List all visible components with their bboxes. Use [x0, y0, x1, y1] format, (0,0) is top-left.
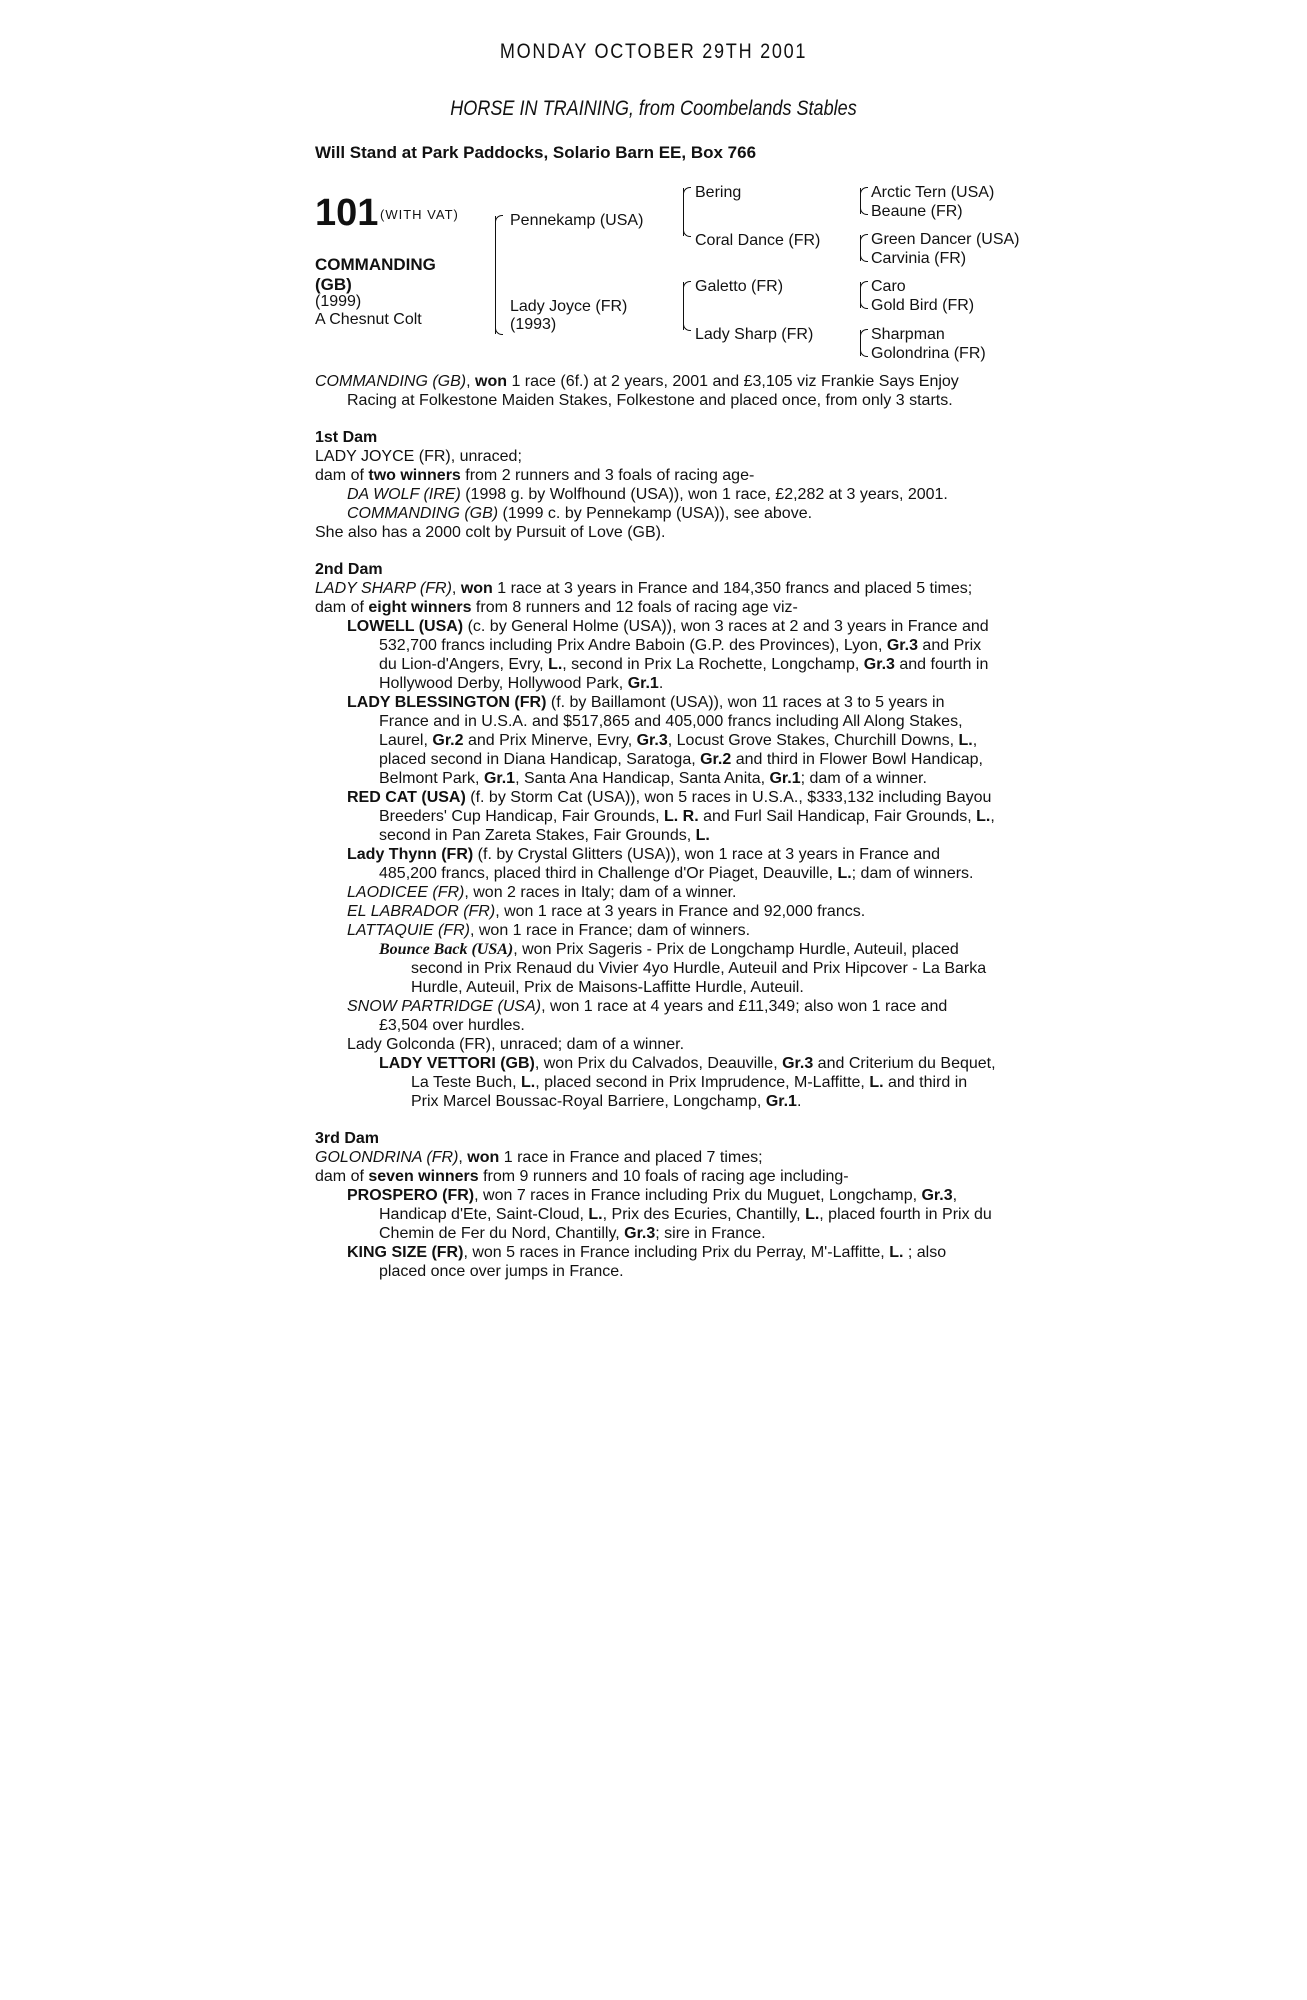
- won-label: won: [460, 580, 493, 597]
- progeny-text: , won 2 races in Italy; dam of a winner.: [464, 884, 737, 901]
- progeny-text: , Handicap d'Ete, Saint-Cloud,: [379, 1187, 958, 1223]
- winners-count: two winners: [368, 467, 461, 484]
- first-dam-title: 1st Dam: [315, 429, 378, 446]
- second-dam-produce: [315, 598, 997, 617]
- grade: Gr.2: [700, 751, 732, 768]
- ggp-7: Sharpman: [871, 326, 945, 343]
- winners-count: eight winners: [368, 599, 472, 616]
- second-dam-title: 2nd Dam: [315, 561, 383, 578]
- won-label: won: [467, 1149, 500, 1166]
- grade: L.: [695, 827, 710, 844]
- progeny-name: LATTAQUIE (FR): [347, 922, 470, 939]
- won-label: won: [475, 373, 507, 390]
- progeny-text: (f. by Storm Cat (USA)), won 5 races in U.S.A., $333,132 including Bayou Breeders' Cup Handicap, Fair Grounds,: [379, 789, 992, 825]
- produce-text: from 8 runners and 12 foals of racing age viz-: [471, 599, 798, 616]
- progeny-text: and fourth in Hollywood Derby, Hollywood Park,: [379, 656, 989, 692]
- progeny-text: and Criterium du Bequet, La Teste Buch,: [411, 1055, 996, 1091]
- produce-text: from 2 runners and 3 foals of racing age-: [460, 467, 755, 484]
- grade: L.: [837, 865, 852, 882]
- pedigree-brace: [495, 216, 496, 334]
- progeny-text: , placed fourth in Prix du Chemin de Fer du Nord, Chantilly,: [379, 1206, 992, 1242]
- third-dam-produce: [315, 1167, 997, 1186]
- progeny-text: (1999 c. by Pennekamp (USA)), see above.: [498, 505, 813, 522]
- progeny-entry: [315, 504, 997, 523]
- grade: L.: [521, 1074, 536, 1091]
- progeny-text: (f. by Crystal Glitters (USA)), won 1 race at 3 years in France and 485,200 francs, placed third in Challenge d'Or Piaget, Deauville,: [379, 846, 941, 882]
- progeny-name: DA WOLF (IRE): [347, 486, 461, 503]
- progeny-name: Bounce Back (USA): [379, 941, 514, 958]
- pedigree-brace: [860, 188, 861, 214]
- grade: Gr.3: [624, 1225, 656, 1242]
- pedigree-brace: [683, 188, 684, 236]
- progeny-text: ; dam of winners.: [851, 865, 974, 882]
- winners-count: seven winners: [368, 1168, 479, 1185]
- progeny-entry: [315, 902, 997, 921]
- progeny-text: , won 1 race in France; dam of winners.: [469, 922, 751, 939]
- grade: L.: [805, 1206, 820, 1223]
- dam-name: GOLONDRINA (FR): [315, 1149, 459, 1166]
- horse-name-line1: COMMANDING: [315, 255, 436, 274]
- third-dam-title: 3rd Dam: [315, 1130, 380, 1147]
- grade: Gr.3: [863, 656, 895, 673]
- ggp-8: Golondrina (FR): [871, 345, 986, 362]
- sale-date: MONDAY OCTOBER 29TH 2001: [499, 40, 808, 63]
- progeny-name: LADY VETTORI (GB): [379, 1055, 535, 1072]
- grade: L.: [976, 808, 991, 825]
- progeny-entry: [315, 997, 997, 1035]
- grade: Gr.3: [921, 1187, 953, 1204]
- summary-horse-name: COMMANDING (GB): [315, 373, 467, 390]
- summary-text: 1 race (6f.) at 2 years, 2001 and £3,105 viz Frankie Says Enjoy Racing at Folkestone Maiden Stakes, Folkestone and placed once, from only 3 starts.: [347, 373, 959, 409]
- grade: Gr.1: [627, 675, 659, 692]
- progeny-text: ; sire in France.: [655, 1225, 766, 1242]
- progeny-text: , won Prix du Calvados, Deauville,: [534, 1055, 783, 1072]
- stand-location: Will Stand at Park Paddocks, Solario Barn EE, Box 766: [315, 143, 757, 162]
- progeny-text: , won Prix Sageris - Prix de Longchamp Hurdle, Auteuil, placed second in Prix Renaud du Vivier 4yo Hurdle, Auteuil and Prix Hipcover - La Barka Hurdle, Auteuil, Prix de Maisons-Laffitte Hurdle, Auteuil.: [411, 941, 987, 996]
- pedigree-block: [315, 180, 1035, 370]
- first-dam-produce: [315, 466, 997, 485]
- lot-number: 101: [315, 192, 379, 234]
- progeny-text: , placed second in Prix Imprudence, M-Laffitte,: [535, 1074, 870, 1091]
- pedigree-brace: [683, 282, 684, 330]
- grade: Gr.3: [636, 732, 668, 749]
- progeny-text: and third in Prix Marcel Boussac-Royal Barriere, Longchamp,: [411, 1074, 968, 1110]
- first-dam-note: She also has a 2000 colt by Pursuit of Love (GB).: [315, 524, 666, 541]
- race-record: [315, 372, 997, 1281]
- pedigree-brace: [860, 330, 861, 356]
- dam-of: dam of: [315, 1168, 369, 1185]
- grade: L. R.: [663, 808, 699, 825]
- progeny-text: , won 1 race at 4 years and £11,349; also won 1 race and £3,504 over hurdles.: [379, 998, 948, 1034]
- progeny-entry: [315, 883, 997, 902]
- dam-record: 1 race at 3 years in France and 184,350 francs and placed 5 times;: [492, 580, 973, 597]
- grade: Gr.1: [483, 770, 516, 787]
- progeny-text: , second in Prix La Rochette, Longchamp,: [562, 656, 864, 673]
- progeny-name: KING SIZE (FR): [347, 1244, 464, 1261]
- grand-progeny-entry: [315, 1054, 997, 1111]
- progeny-name: LADY BLESSINGTON (FR): [347, 694, 547, 711]
- progeny-text: .: [658, 675, 664, 692]
- progeny-text: ; dam of a winner.: [800, 770, 927, 787]
- grade: Gr.1: [765, 1093, 797, 1110]
- progeny-text: , won 5 races in France including Prix du Perray, M'-Laffitte,: [463, 1244, 890, 1261]
- progeny-text: (1998 g. by Wolfhound (USA)), won 1 race, £2,282 at 3 years, 2001.: [460, 486, 948, 503]
- progeny-text: (c. by General Holme (USA)), won 3 races at 2 and 3 years in France and 532,700 francs including Prix Andre Baboin (G.P. des Provinces), Lyon,: [379, 618, 989, 654]
- ggp-5: Caro: [871, 278, 906, 295]
- progeny-entry: [315, 788, 997, 845]
- progeny-name: LOWELL (USA): [347, 618, 464, 635]
- grade: L.: [958, 732, 973, 749]
- horse-description: A Chesnut Colt: [315, 311, 422, 328]
- grade: L.: [588, 1206, 603, 1223]
- grade: L.: [548, 656, 563, 673]
- progeny-entry: [315, 1186, 997, 1243]
- progeny-entry: [315, 485, 997, 504]
- pedigree-brace: [860, 282, 861, 308]
- progeny-entry: [315, 693, 997, 788]
- progeny-text: , Prix des Ecuries, Chantilly,: [602, 1206, 806, 1223]
- grade: L.: [869, 1074, 884, 1091]
- progeny-text: , placed second in Diana Handicap, Saratoga,: [379, 732, 978, 768]
- grand-progeny-entry: [315, 940, 997, 997]
- ggp-4: Carvinia (FR): [871, 250, 967, 267]
- produce-text: from 9 runners and 10 foals of racing age including-: [478, 1168, 849, 1185]
- second-dam-line: LADY SHARP (FR), won 1 race at 3 years in France and 184,350 francs and placed 5 times;: [315, 580, 973, 597]
- dam-year: (1993): [510, 316, 557, 333]
- grade: L.: [889, 1244, 904, 1261]
- progeny-name: RED CAT (USA): [347, 789, 466, 806]
- vat-note: (WITH VAT): [380, 207, 459, 222]
- progeny-name: COMMANDING (GB): [347, 505, 499, 522]
- progeny-name: LAODICEE (FR): [347, 884, 465, 901]
- first-dam-line: LADY JOYCE (FR), unraced;: [315, 448, 522, 465]
- progeny-entry: [315, 845, 997, 883]
- progeny-text: .: [796, 1093, 802, 1110]
- ggp-1: Arctic Tern (USA): [871, 184, 995, 201]
- grade: Gr.2: [432, 732, 464, 749]
- horse-name: [315, 255, 436, 295]
- progeny-entry: [315, 921, 997, 940]
- sire: Pennekamp (USA): [510, 212, 644, 229]
- dam-of: dam of: [315, 467, 369, 484]
- dam-name: LADY SHARP (FR): [315, 580, 452, 597]
- horse-summary: COMMANDING (GB), won 1 race (6f.) at 2 years, 2001 and £3,105 viz Frankie Says Enjoy Racing at Folkestone Maiden Stakes, Folkestone and placed once, from only 3 starts.: [315, 373, 959, 409]
- progeny-name: PROSPERO (FR): [347, 1187, 475, 1204]
- progeny-name: EL LABRADOR (FR): [347, 903, 496, 920]
- progeny-text: (f. by Baillamont (USA)), won 11 races at 3 to 5 years in France and in U.S.A. and $517,865 and 405,000 francs including All Along Stakes, Laurel,: [379, 694, 963, 749]
- progeny-name: SNOW PARTRIDGE (USA): [347, 998, 542, 1015]
- progeny-text: ; also placed once over jumps in France.: [379, 1244, 947, 1280]
- grade: Gr.1: [769, 770, 801, 787]
- progeny-text: , won 1 race at 3 years in France and 92,000 francs.: [495, 903, 866, 920]
- sire-dam: Coral Dance (FR): [695, 232, 821, 249]
- progeny-name: Lady Thynn (FR): [347, 846, 474, 863]
- progeny-entry: [315, 1243, 997, 1281]
- ggp-6: Gold Bird (FR): [871, 297, 975, 314]
- dam-of: dam of: [315, 599, 369, 616]
- progeny-entry: [315, 617, 997, 693]
- progeny-text: , Locust Grove Stakes, Churchill Downs,: [667, 732, 959, 749]
- progeny-text: and Furl Sail Handicap, Fair Grounds,: [698, 808, 977, 825]
- progeny-text: and Prix Minerve, Evry,: [463, 732, 637, 749]
- progeny-text: , second in Pan Zareta Stakes, Fair Grounds,: [379, 808, 995, 844]
- progeny-text: and Prix du Lion-d'Angers, Evry,: [379, 637, 982, 673]
- grade: Gr.3: [782, 1055, 814, 1072]
- dam-record: 1 race in France and placed 7 times;: [499, 1149, 763, 1166]
- third-dam-line: GOLONDRINA (FR), won 1 race in France and placed 7 times;: [315, 1149, 763, 1166]
- grade: Gr.3: [886, 637, 918, 654]
- dam: Lady Joyce (FR): [510, 298, 628, 315]
- sire-sire: Bering: [695, 184, 742, 201]
- dam-dam: Lady Sharp (FR): [695, 326, 814, 343]
- foaling-year: (1999): [315, 293, 362, 310]
- ggp-3: Green Dancer (USA): [871, 231, 1020, 248]
- lot-heading: HORSE IN TRAINING, from Coombelands Stables: [450, 97, 857, 120]
- progeny-text: , won 7 races in France including Prix du Muguet, Longchamp,: [474, 1187, 922, 1204]
- horse-name-line2: (GB): [315, 275, 352, 294]
- ggp-2: Beaune (FR): [871, 203, 963, 220]
- pedigree-brace: [860, 235, 861, 261]
- progeny-text: , Santa Ana Handicap, Santa Anita,: [515, 770, 770, 787]
- progeny-entry: Lady Golconda (FR), unraced; dam of a winner.: [347, 1036, 685, 1053]
- progeny-text: and third in Flower Bowl Handicap, Belmont Park,: [379, 751, 983, 787]
- dam-sire: Galetto (FR): [695, 278, 784, 295]
